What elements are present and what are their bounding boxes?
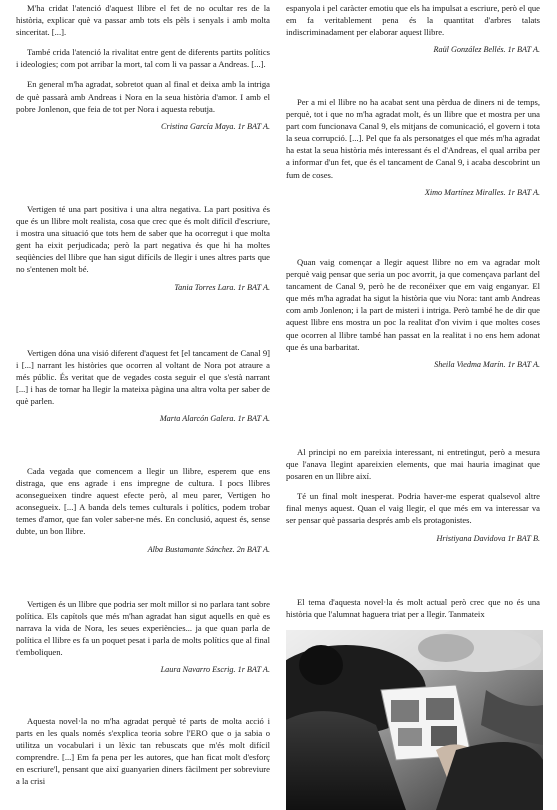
review-signature: Marta Alarcón Galera. 1r BAT A.: [159, 414, 270, 424]
review-garcia: [16, 2, 270, 132]
review-anonymous: [16, 715, 270, 788]
review-davidova: [286, 446, 540, 544]
review-signature: Ximo Martínez Miralles. 1r BAT A.: [424, 187, 540, 197]
review-paragraph: Per a mi el llibre no ha acabat sent una pèrdua de diners ni de temps, perquè, tot i que no m'ha agradat molt, és un llibre que et mostra per una part com funcionava Canal 9, els mitjans de comunicació, el govern i tota la seua corrupció. [...]. Pel que fa als personatges el que més m'ha agradat ha estat la seua història més interessant és el d'Andreas, el qual arriba per a informar d'un fet, que és el tancament de Canal 9, i acaba descobrint un fum de coses.: [286, 97, 540, 180]
review-signature: Tania Torres Lara. 1r BAT A.: [174, 282, 270, 292]
review-martinez: [286, 96, 540, 198]
review-paragraph: Vertigen té una part positiva i una altra negativa. La part positiva és que és un llibre molt realista, cosa que crec que és molt difícil d'escriure, i mostra una situació que tots hem de saber que ha ocorregut i que molta gent ha eixit perjudicada; però la part negativa és que hi ha moltes seqüències del llibre que han sigut difícils de llegir i unes altres parts que no s'entenen molt bé.: [16, 204, 270, 275]
review-paragraph: Quan vaig començar a llegir aquest llibre no em va agradar molt perquè vaig pensar que seria un poc avorrit, ja que començava parlant del tancament de Canal 9, però he de reconéixer que em vaig enganyar. El que més m'ha agradat ha sigut la història que viu Nora: tant amb Andreas com amb Jonlenon; i la part de misteri i intriga. Però també he de dir que aquest llibre ens mostra un poc la realitat d'on vivim i que moltes coses que ocorren al llibre també han passat en la realitat i no ens hem adonat que és una barbaritat.: [286, 257, 540, 352]
student-head: [299, 645, 343, 685]
review-signature: Cristina García Maya. 1r BAT A.: [161, 121, 270, 131]
review-paragraph: espanyola i pel caràcter emotiu que els ha impulsat a escriure, però el que em fa veritablement pena és la quantitat d'arbres talats indiscriminadament per elaborar aquest llibre.: [286, 3, 540, 38]
review-paragraph: Al principi no em pareixia interessant, ni entretingut, però a mesura que l'anava llegint apareixien elements, que mai hauria imaginat que posaren en un llibre així.: [286, 447, 540, 482]
review-signature: Sheila Viedma Marín. 1r BAT A.: [434, 359, 540, 369]
review-signature: Alba Bustamante Sánchez. 2n BAT A.: [147, 544, 270, 554]
review-viedma: [286, 256, 540, 370]
review-paragraph: Aquesta novel·la no m'ha agradat perquè té parts de molta acció i parts en les quals només s'explica teoria sobre l'ERO que o ja sabia o utilitza un vocabulari i un lèxic tan rebuscats que m'és molt difícil comprendre. [...] Em fa pena per les autores, que han ficat molt d'esforç en escriure'l, pensant que així guanyarien diners fàcilment per sobreviure a la crisi: [16, 716, 270, 787]
review-paragraph: Cada vegada que comencem a llegir un llibre, esperem que ens distraga, que ens agrade i ens impregne de cultura. I pocs llibres aconsegueixen tindre aquest efecte però, al meu parer, Vertigen ho aconsegueix. [...] A banda dels temes culturals i polítics, podem trobar temes d'amor, que fan voler saber-ne més. En conclusió, aquest és, sense dubte, un bon llibre.: [16, 466, 270, 537]
review-alarcon: [16, 347, 270, 424]
review-torres: [16, 203, 270, 293]
review-closing: [286, 596, 540, 620]
review-paragraph: M'ha cridat l'atenció d'aquest llibre el fet de no ocultar res de la història, explicar què va passar amb tots els pèls i senyals i amb molta sinceritat. [...].: [16, 3, 270, 38]
review-signature: Hristiyana Davidova 1r BAT B.: [436, 533, 540, 543]
review-paragraph: Té un final molt inesperat. Podria haver-me esperat qualsevol altre final menys aquest. Quan el vaig llegir, el que més em va interessar va ser pensar què passaria després amb els protagonistes.: [286, 491, 540, 526]
photo-illustration: [286, 630, 543, 810]
review-paragraph: El tema d'aquesta novel·la és molt actual però crec que no és una història que l'alumnat haguera triat per a llegir. Tanmateix: [286, 597, 540, 620]
review-bustamante: [16, 465, 270, 555]
review-paragraph: Vertigen dóna una visió diferent d'aquest fet [el tancament de Canal 9] i [...] narrant les històries que ocorren al voltant de Nora pot atraure a més públic. És veritat que de vegades costa seguir el que s'està narrant [...] i has de tornar ha llegir la mateixa pàgina una altra volta per saber de què parlen.: [16, 348, 270, 407]
review-paragraph: Vertigen és un llibre que podria ser molt millor si no parlara tant sobre política. Els capítols que més m'han agradat han sigut aquells en què es narrava la vida de Nora, les seues experiències... ja que quan parla de política el llibre es fa un poquet pesat i parla de molts polítics que al final t'emboliquen.: [16, 599, 270, 658]
review-signature: Raül González Bellés. 1r BAT A.: [433, 45, 540, 55]
students-reading-photo: [286, 630, 543, 810]
review-paragraph: En general m'ha agradat, sobretot quan al final et deixa amb la intriga de què passarà amb Andreas i Nora en la seua història d'amor. I amb el pobre Jonlenon, que feia de tot per Nora i aquesta rebutja.: [16, 79, 270, 114]
review-navarro: [16, 598, 270, 675]
review-paragraph: També crida l'atenció la rivalitat entre gent de diferents partits polítics i ideologies; com pot arribar la mort, tal com li va passar a Andreas. [...].: [16, 47, 270, 70]
review-signature: Laura Navarro Escrig. 1r BAT A.: [160, 665, 270, 675]
review-gonzalez: [286, 2, 540, 55]
